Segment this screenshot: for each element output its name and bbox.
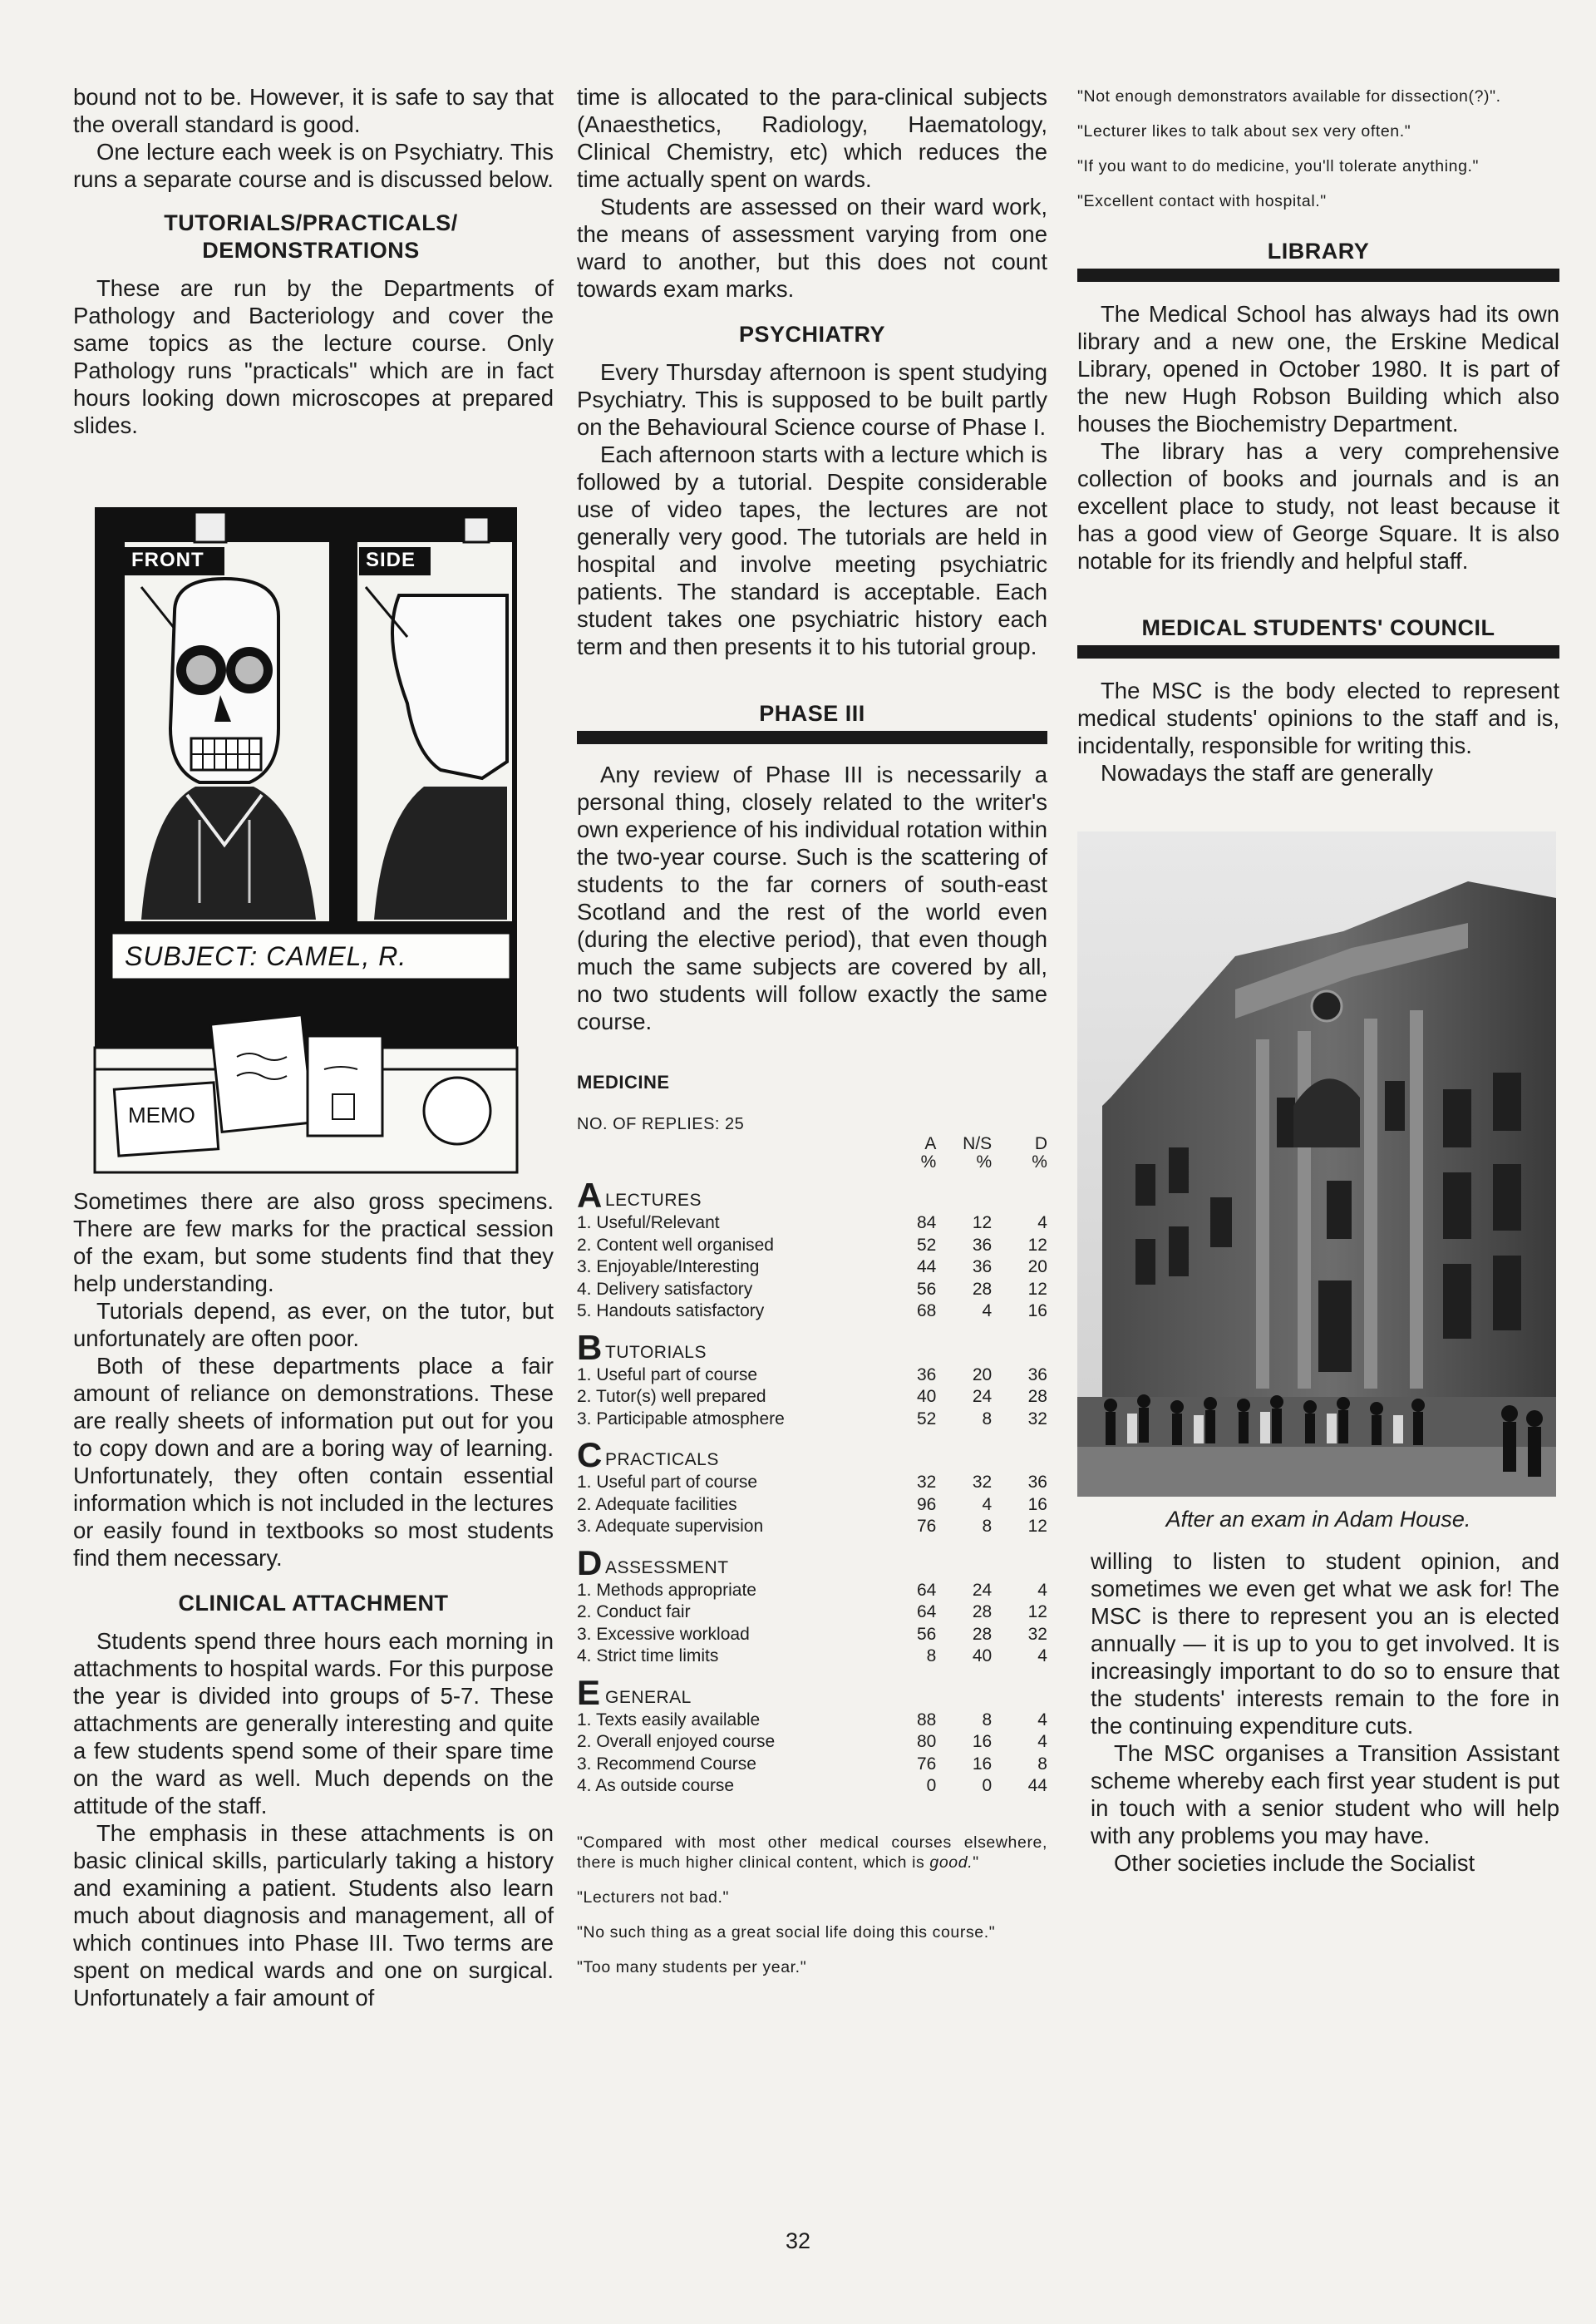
- value-agree: 68: [917, 1301, 937, 1321]
- survey-row: [577, 1710, 1047, 1732]
- cartoon-label-subject: SUBJECT: CAMEL, R.: [125, 941, 407, 971]
- survey-row: [577, 1731, 1047, 1754]
- value-not-sure: 28: [972, 1624, 993, 1644]
- value-disagree: 28: [1027, 1387, 1047, 1407]
- value-not-sure: 32: [972, 1473, 993, 1493]
- value-disagree: 32: [1027, 1409, 1047, 1428]
- value-agree: 40: [917, 1387, 937, 1407]
- value-disagree: 32: [1027, 1624, 1047, 1644]
- value-agree: 96: [917, 1494, 937, 1514]
- value-disagree: 44: [1027, 1776, 1047, 1796]
- quote: "Not enough demonstrators available for dissection(?)".: [1077, 87, 1501, 106]
- row-label: 2. Conduct fair: [577, 1602, 691, 1622]
- row-label: 4. Strict time limits: [577, 1646, 719, 1666]
- quote-close: ": [973, 1853, 979, 1872]
- photo-caption: After an exam in Adam House.: [1165, 1507, 1471, 1532]
- quote: "Too many students per year.": [577, 1957, 807, 1976]
- value-not-sure: 8: [982, 1409, 993, 1428]
- section-heading-psychiatry: PSYCHIATRY: [738, 322, 886, 347]
- paragraph: The MSC organises a Transition Assistant scheme whereby each first year student is put in touch with a senior student who will help with any problems you may have.: [1091, 1740, 1559, 1848]
- paragraph: Sometimes there are also gross specimens. There are few marks for the practical session of the exam, but some students find that they help understanding.: [73, 1188, 554, 1296]
- value-agree: 36: [917, 1364, 937, 1384]
- value-disagree: 12: [1027, 1235, 1047, 1255]
- row-label: 1. Methods appropriate: [577, 1580, 756, 1600]
- photo-adam-house: [1077, 831, 1556, 1497]
- section-letter: C: [577, 1435, 603, 1474]
- value-agree: 32: [917, 1473, 937, 1493]
- paragraph: Every Thursday afternoon is spent studying Psychiatry. This is supposed to be built partly on the Behavioural Science course of Phase I.: [577, 359, 1047, 440]
- value-disagree: 8: [1037, 1754, 1047, 1774]
- heading-rule: [577, 731, 1047, 744]
- survey-row: [577, 1754, 1047, 1776]
- survey-row: [577, 1624, 1047, 1646]
- paragraph: The MSC is the body elected to represent medical students' opinions to the staff and is, incidentally, responsible for writing this.: [1077, 678, 1559, 758]
- cartoon-label-memo: MEMO: [128, 1103, 195, 1127]
- col-header-ns: N/S: [963, 1134, 993, 1153]
- value-not-sure: 4: [982, 1494, 993, 1514]
- value-disagree: 16: [1027, 1301, 1047, 1321]
- column-right: [1077, 86, 1559, 1877]
- value-agree: 88: [917, 1710, 937, 1729]
- value-agree: 56: [917, 1279, 937, 1299]
- value-disagree: 4: [1037, 1710, 1047, 1729]
- row-label: 1. Useful/Relevant: [577, 1213, 720, 1233]
- cartoon-illustration: [91, 454, 524, 1177]
- row-label: 5. Handouts satisfactory: [577, 1301, 765, 1321]
- pct-sign: %: [976, 1152, 993, 1172]
- paragraph: One lecture each week is on Psychiatry. This runs a separate course and is discussed below.: [73, 139, 554, 192]
- section-heading-library: LIBRARY: [1267, 239, 1370, 264]
- paragraph: bound not to be. However, it is safe to say that the overall standard is good.: [73, 84, 554, 137]
- survey-row: [577, 1580, 1047, 1602]
- survey-row: [577, 1601, 1047, 1624]
- cartoon-label-front: FRONT: [131, 549, 204, 571]
- paragraph: The Medical School has always had its own library and a new one, the Erskine Medical Library, opened in October 1980. It is part of the new Hugh Robson Building which also houses the Biochemistry Department.: [1077, 301, 1559, 437]
- value-not-sure: 8: [982, 1710, 993, 1729]
- paragraph: Any review of Phase III is necessarily a personal thing, closely related to the writer's own experience of his individual rotation within the two-year course. Such is the scattering of students to the far corners of south-east Scotland and the rest of the world even (during the elective period), that even though much the same subjects are covered by all, no two students will follow exactly the same course.: [577, 762, 1047, 1034]
- value-agree: 64: [917, 1580, 937, 1600]
- value-agree: 52: [917, 1235, 937, 1255]
- value-not-sure: 28: [972, 1279, 993, 1299]
- building-photo: [1077, 831, 1556, 1497]
- survey-row: [577, 1235, 1047, 1257]
- value-disagree: 16: [1027, 1494, 1047, 1514]
- value-agree: 64: [917, 1602, 937, 1622]
- row-label: 4. Delivery satisfactory: [577, 1279, 753, 1299]
- survey-pct-headers: [577, 1154, 1047, 1171]
- survey-table: [577, 1072, 1047, 1798]
- paragraph: time is allocated to the para-clinical subjects (Anaesthetics, Radiology, Haematology, Clinical Chemistry, etc) which reduces the time actually spent on wards.: [577, 84, 1047, 192]
- value-disagree: 36: [1027, 1473, 1047, 1493]
- paragraph: Students are assessed on their ward work, the means of assessment varying from one ward to another, but this does not count towards exam marks.: [577, 194, 1047, 302]
- section-letter: A: [577, 1176, 603, 1215]
- survey-col-headers: [577, 1134, 1047, 1154]
- row-label: 2. Adequate facilities: [577, 1494, 737, 1514]
- quote: "If you want to do medicine, you'll tolerate anything.": [1077, 157, 1480, 175]
- paragraph: Both of these departments place a fair amount of reliance on demonstrations. These are really sheets of information put out for you to copy down and are a boring way of learning. Unfortunately, they often contain essential information which is not included in the lectures or easily found in textbooks so most students find them necessary.: [73, 1353, 554, 1571]
- section-name: GENERAL: [605, 1687, 692, 1707]
- survey-section-header: [577, 1176, 1047, 1215]
- section-heading-clinical-attachment: CLINICAL ATTACHMENT: [178, 1591, 449, 1616]
- row-label: 3. Recommend Course: [577, 1754, 756, 1774]
- quote: [577, 1833, 1047, 1873]
- cartoon-label-side: SIDE: [366, 549, 416, 571]
- value-not-sure: 40: [972, 1646, 993, 1666]
- survey-row: [577, 1516, 1047, 1538]
- survey-row: [577, 1364, 1047, 1387]
- survey-section-header: [577, 1435, 1047, 1472]
- row-label: 2. Overall enjoyed course: [577, 1732, 776, 1752]
- value-agree: 76: [917, 1754, 937, 1774]
- value-not-sure: 20: [972, 1364, 993, 1384]
- survey-row: [577, 1386, 1047, 1409]
- survey-title: MEDICINE: [577, 1072, 670, 1093]
- column-middle: [577, 83, 1047, 1992]
- value-agree: 44: [917, 1257, 937, 1277]
- page-number: 32: [785, 2228, 811, 2253]
- value-disagree: 4: [1037, 1646, 1047, 1666]
- value-disagree: 20: [1027, 1257, 1047, 1277]
- section-heading-tutorials: TUTORIALS/PRACTICALS/ DEMONSTRATIONS: [164, 210, 458, 263]
- value-disagree: 12: [1027, 1279, 1047, 1299]
- survey-row: [577, 1409, 1047, 1431]
- value-not-sure: 16: [972, 1732, 993, 1752]
- heading-rule: [1077, 269, 1559, 282]
- survey-row: [577, 1256, 1047, 1279]
- value-disagree: 4: [1037, 1580, 1047, 1600]
- col-header-a: A: [924, 1134, 937, 1153]
- value-agree: 84: [917, 1213, 937, 1233]
- section-heading-msc: MEDICAL STUDENTS' COUNCIL: [1141, 615, 1495, 640]
- survey-row: [577, 1494, 1047, 1517]
- quote: "No such thing as a great social life doing this course.": [577, 1922, 996, 1942]
- survey-section-header: [577, 1543, 1047, 1580]
- survey-section-header: [577, 1673, 1047, 1710]
- value-not-sure: 24: [972, 1387, 993, 1407]
- row-label: 3. Adequate supervision: [577, 1517, 764, 1537]
- row-label: 1. Texts easily available: [577, 1710, 761, 1729]
- row-label: 3. Participable atmosphere: [577, 1409, 785, 1428]
- value-disagree: 4: [1037, 1213, 1047, 1233]
- row-label: 3. Enjoyable/Interesting: [577, 1257, 760, 1277]
- row-label: 3. Excessive workload: [577, 1624, 750, 1644]
- col-header-d: D: [1034, 1134, 1047, 1153]
- row-label: 4. As outside course: [577, 1776, 735, 1796]
- quotes-medicine: [577, 1833, 1047, 1977]
- quote-text: "Compared with most other medical courses elsewhere, there is much higher clinical content, which is: [577, 1833, 1047, 1872]
- value-disagree: 12: [1027, 1602, 1047, 1622]
- paragraph: These are run by the Departments of Pathology and Bacteriology and cover the same topics as the lecture course. Only Pathology runs "practicals" which are in fact hours looking down microscopes at prepared slides.: [73, 275, 554, 438]
- section-name: LECTURES: [605, 1191, 702, 1210]
- section-letter: D: [577, 1542, 603, 1582]
- survey-row: [577, 1472, 1047, 1494]
- survey-row: [577, 1212, 1047, 1235]
- paragraph: Other societies include the Socialist: [1114, 1850, 1475, 1876]
- row-label: 2. Content well organised: [577, 1235, 774, 1255]
- survey-body: [577, 1176, 1047, 1798]
- survey-row: [577, 1300, 1047, 1323]
- section-letter: E: [577, 1672, 601, 1712]
- pct-sign: %: [1032, 1152, 1047, 1172]
- value-agree: 0: [926, 1776, 937, 1796]
- quote: "Excellent contact with hospital.": [1077, 192, 1327, 210]
- column-left: [73, 83, 554, 2011]
- section-letter: B: [577, 1327, 603, 1367]
- section-name: TUTORIALS: [605, 1342, 707, 1362]
- paragraph: Tutorials depend, as ever, on the tutor, but unfortunately are often poor.: [73, 1298, 554, 1351]
- survey-row: [577, 1646, 1047, 1668]
- section-heading-phase-iii: PHASE III: [759, 701, 865, 726]
- survey-replies: NO. OF REPLIES: 25: [577, 1115, 745, 1133]
- value-not-sure: 28: [972, 1602, 993, 1622]
- row-label: 1. Useful part of course: [577, 1364, 758, 1384]
- value-not-sure: 8: [982, 1517, 993, 1537]
- value-disagree: 12: [1027, 1517, 1047, 1537]
- value-not-sure: 12: [972, 1213, 993, 1233]
- quote-emphasis: good.: [929, 1853, 973, 1872]
- value-not-sure: 36: [972, 1257, 993, 1277]
- value-not-sure: 0: [982, 1776, 993, 1796]
- value-not-sure: 24: [972, 1580, 993, 1600]
- paragraph: willing to listen to student opinion, and sometimes we even get what we ask for! The MSC is there to represent you an is elected annually — it is up to you to get involved. It is increasingly important to do so to ensure that the students' interests remain to the fore in the continuing expenditure cuts.: [1091, 1548, 1559, 1739]
- quote: "Lecturer likes to talk about sex very often.": [1077, 122, 1411, 141]
- paragraph: The emphasis in these attachments is on basic clinical skills, particularly taking a history and examining a patient. Students also learn much about diagnosis and management, all of which continues into Phase III. Two terms are spent on medical wards and one on surgical. Unfortunately a fair amount of: [73, 1820, 554, 2011]
- row-label: 1. Useful part of course: [577, 1473, 758, 1493]
- paragraph: Nowadays the staff are generally: [1101, 760, 1433, 786]
- section-name: PRACTICALS: [605, 1450, 719, 1469]
- value-disagree: 36: [1027, 1364, 1047, 1384]
- survey-row: [577, 1775, 1047, 1798]
- section-name: ASSESSMENT: [605, 1557, 729, 1577]
- value-disagree: 4: [1037, 1732, 1047, 1752]
- quote: "Lecturers not bad.": [577, 1887, 730, 1907]
- paragraph: Each afternoon starts with a lecture which is followed by a tutorial. Despite considerable use of video tapes, the lectures are not generally very good. The tutorials are held in hospital and involve meeting psychiatric patients. The standard is acceptable. Each student takes one psychiatric history each term and then presents it to his tutorial group.: [577, 442, 1047, 659]
- value-agree: 76: [917, 1517, 937, 1537]
- paragraph: Students spend three hours each morning in attachments to hospital wards. For this purpose the year is divided into groups of 5-7. These attachments are generally interesting and quite a few students spend some of their spare time on the ward as well. Much depends on the attitude of the staff.: [73, 1628, 554, 1818]
- value-agree: 8: [926, 1646, 937, 1666]
- value-agree: 56: [917, 1624, 937, 1644]
- value-agree: 52: [917, 1409, 937, 1428]
- survey-section-header: [577, 1327, 1047, 1367]
- paragraph: The library has a very comprehensive collection of books and journals and is an excellent place to study, not least because it has a good view of George Square. It is also notable for its friendly and helpful staff.: [1077, 438, 1559, 574]
- survey-row: [577, 1279, 1047, 1301]
- row-label: 2. Tutor(s) well prepared: [577, 1387, 766, 1407]
- value-agree: 80: [917, 1732, 937, 1752]
- heading-rule: [1077, 645, 1559, 659]
- pct-sign: %: [920, 1152, 937, 1172]
- value-not-sure: 4: [982, 1301, 993, 1321]
- value-not-sure: 36: [972, 1235, 993, 1255]
- value-not-sure: 16: [972, 1754, 993, 1774]
